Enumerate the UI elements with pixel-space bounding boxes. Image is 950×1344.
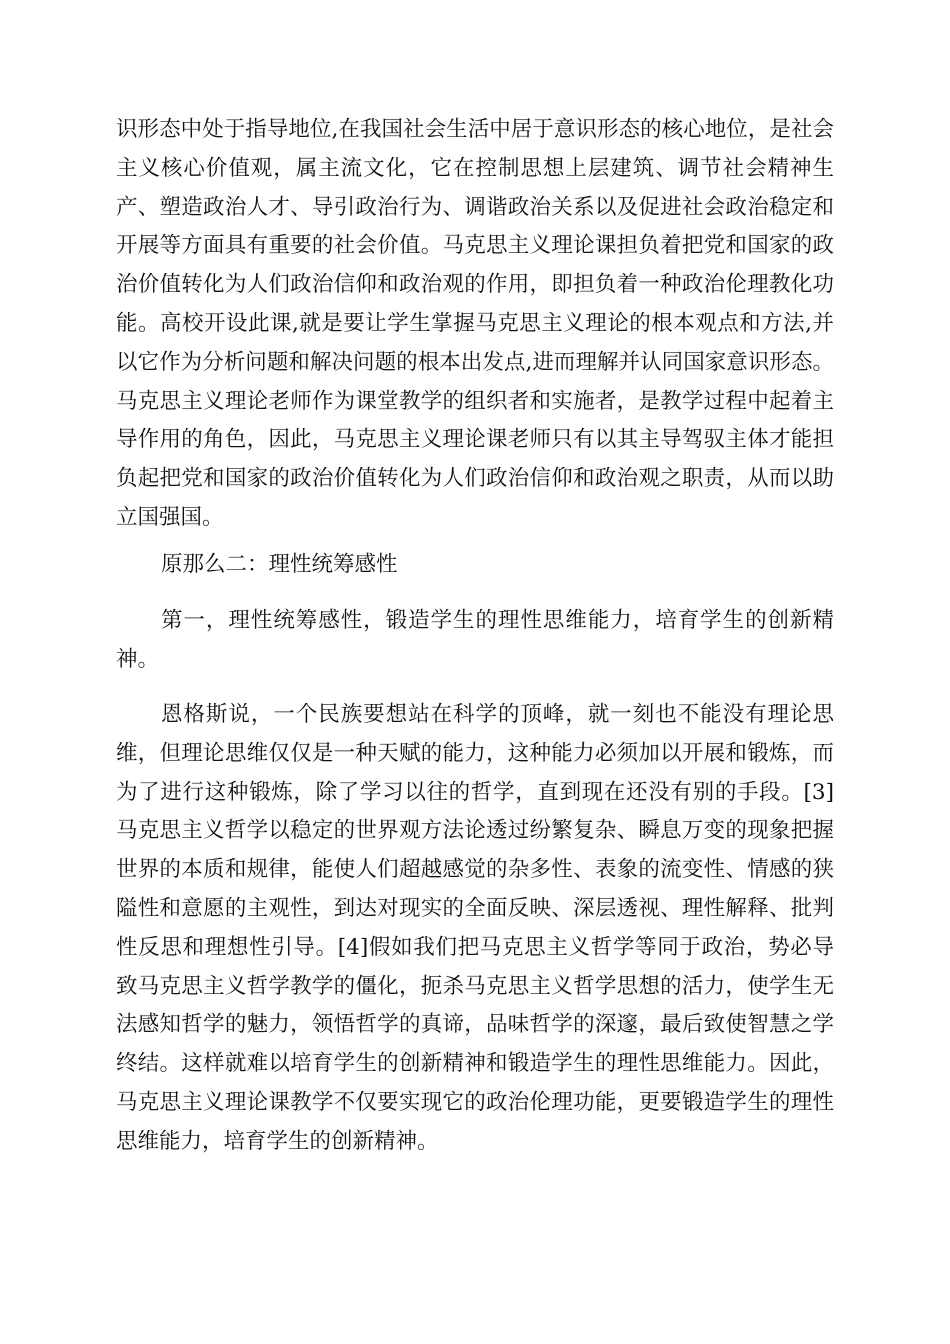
paragraph-continued: 识形态中处于指导地位,在我国社会生活中居于意识形态的核心地位，是社会主义核心价值观，属主流文化，它在控制思想上层建筑、调节社会精神生产、塑造政治人才、导引政治行为、调谐政治关系以及促进社会政治稳定和开展等方面具有重要的社会价值。马克思主义理论课担负着把党和国家的政治价值转化为人们政治信仰和政治观的作用，即担负着一种政治伦理教化功能。高校开设此课,就是要让学生掌握马克思主义理论的根本观点和方法,并以它作为分析问题和解决问题的根本出发点,进而理解并认同国家意识形态。马克思主义理论老师作为课堂教学的组织者和实施者，是教学过程中起着主导作用的角色，因此，马克思主义理论课老师只有以其主导驾驭主体才能担负起把党和国家的政治价值转化为人们政治信仰和政治观之职责，从而以助立国强国。 <box>116 117 834 530</box>
paragraph-first-point: 第一，理性统筹感性，锻造学生的理性思维能力，培育学生的创新精神。 <box>116 608 834 672</box>
section-heading: 原那么二：理性统筹感性 <box>161 552 398 577</box>
paragraph-engels-quote: 恩格斯说，一个民族要想站在科学的顶峰，就一刻也不能没有理论思维，但理论思维仅仅是一种天赋的能力，这种能力必须加以开展和锻炼，而为了进行这种锻炼，除了学习以往的哲学，直到现在还没有别的手段。[3]马克思主义哲学以稳定的世界观方法论透过纷繁复杂、瞬息万变的现象把握世界的本质和规律，能使人们超越感觉的杂多性、表象的流变性、情感的狭隘性和意愿的主观性，到达对现实的全面反映、深层透视、理性解释、批判性反思和理想性引导。[4]假如我们把马克思主义哲学等同于政治，势必导致马克思主义哲学教学的僵化，扼杀马克思主义哲学思想的活力，使学生无法感知哲学的魅力，领悟哲学的真谛，品味哲学的深邃，最后致使智慧之学终结。这样就难以培育学生的创新精神和锻造学生的理性思维能力。因此，马克思主义理论课教学不仅要实现它的政治伦理功能，更要锻造学生的理性思维能力，培育学生的创新精神。 <box>116 702 834 1154</box>
